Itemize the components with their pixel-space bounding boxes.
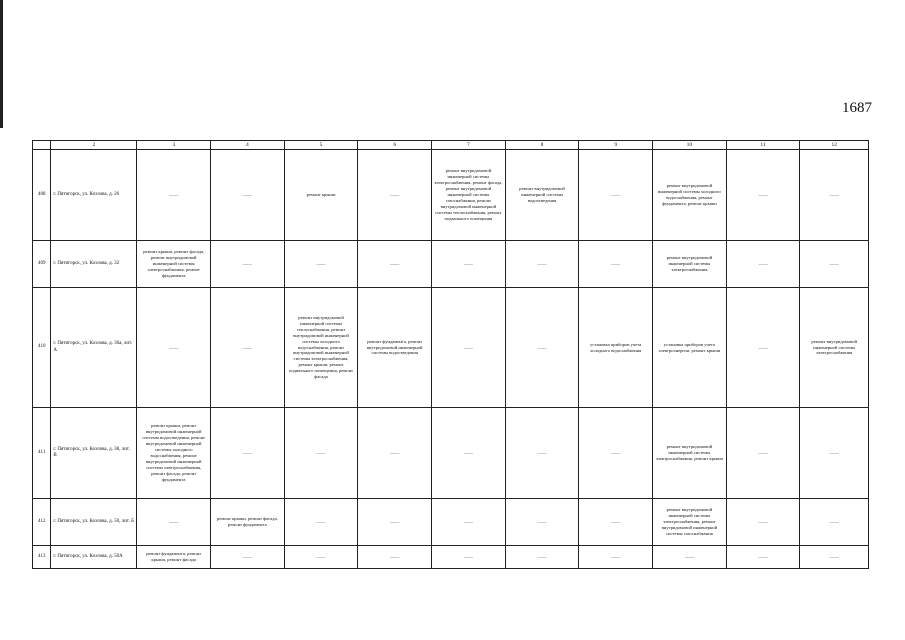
- cell-col-12: ——: [800, 499, 869, 546]
- cell-col-9: ——: [579, 241, 653, 288]
- column-header: 7: [432, 141, 506, 150]
- cell-col-5: ремонт внутридомовой инженерной системы теплоснабжения, ремонт внутридомовой инженерной системы холодного водоснабжения, ремонт внутридомовой инженерной системы электроснабжения, ремонт крыши, ремонт подвального помещения, ремонт фасада: [284, 288, 358, 408]
- cell-col-6: ——: [358, 499, 432, 546]
- cell-col-11: ——: [726, 288, 800, 408]
- cell-col-9: ——: [579, 546, 653, 569]
- cell-col-10: ремонт внутридомовой инженерной системы электроснабжения, ремонт крыши: [653, 408, 727, 499]
- cell-col-10: установка приборов учета электроэнергии, ремонт крыши: [653, 288, 727, 408]
- column-header: 6: [358, 141, 432, 150]
- column-header: 4: [211, 141, 285, 150]
- cell-col-5: ——: [284, 241, 358, 288]
- row-address: г. Пятигорск, ул. Козлова, д. 38, лит. В: [51, 408, 137, 499]
- cell-col-8: ——: [505, 288, 579, 408]
- cell-col-11: ——: [726, 150, 800, 241]
- row-address: г. Пятигорск, ул. Козлова, д. 26: [51, 150, 137, 241]
- cell-col-3: ремонт фундамента, ремонт крыши, ремонт фасада: [137, 546, 211, 569]
- column-header: 8: [505, 141, 579, 150]
- cell-col-3: ——: [137, 499, 211, 546]
- cell-col-4: ——: [211, 288, 285, 408]
- cell-col-8: ——: [505, 408, 579, 499]
- cell-col-12: ——: [800, 408, 869, 499]
- cell-col-6: ——: [358, 150, 432, 241]
- cell-col-8: ремонт внутридомовой инженерной системы водоотведения: [505, 150, 579, 241]
- cell-col-12: ——: [800, 150, 869, 241]
- cell-col-8: ——: [505, 546, 579, 569]
- cell-col-9: ——: [579, 499, 653, 546]
- cell-col-6: ——: [358, 546, 432, 569]
- cell-col-4: ——: [211, 546, 285, 569]
- column-header: 9: [579, 141, 653, 150]
- column-header: 2: [51, 141, 137, 150]
- cell-col-9: ——: [579, 150, 653, 241]
- cell-col-5: ——: [284, 499, 358, 546]
- cell-col-5: ремонт крыши: [284, 150, 358, 241]
- page-left-edge: [0, 0, 3, 128]
- cell-col-11: ——: [726, 546, 800, 569]
- cell-col-6: ——: [358, 241, 432, 288]
- cell-col-4: ремонт крыши, ремонт фасада, ремонт фундамента: [211, 499, 285, 546]
- table-row: [33, 408, 869, 499]
- column-header: [33, 141, 51, 150]
- cell-col-5: ——: [284, 408, 358, 499]
- cell-col-4: ——: [211, 408, 285, 499]
- table-row: [33, 150, 869, 241]
- row-number: 408: [33, 150, 51, 241]
- cell-col-3: ремонт крыши, ремонт фасада, ремонт внутридомовой инженерной системы электроснабжения, ремонт фундамента: [137, 241, 211, 288]
- cell-col-7: ремонт внутридомовой инженерной системы электроснабжения, ремонт фасада, ремонт внутридомовой инженерной системы газоснабжения, ремонт внутридомовой инженерной системы теплоснабжения, ремонт подвального помещения: [432, 150, 506, 241]
- cell-col-12: ремонт внутридомовой инженерной системы электроснабжения: [800, 288, 869, 408]
- cell-col-11: ——: [726, 499, 800, 546]
- cell-col-8: ——: [505, 499, 579, 546]
- cell-col-4: ——: [211, 150, 285, 241]
- row-address: г. Пятигорск, ул. Козлова, д. 50, лит. Б: [51, 499, 137, 546]
- cell-col-7: ——: [432, 408, 506, 499]
- cell-col-10: ремонт внутридомовой инженерной системы электроснабжения, ремонт внутридомовой инженерной системы газоснабжения: [653, 499, 727, 546]
- cell-col-5: ——: [284, 546, 358, 569]
- row-address: г. Пятигорск, ул. Козлова, д. 32: [51, 241, 137, 288]
- cell-col-9: установка приборов учета холодного водоснабжения: [579, 288, 653, 408]
- cell-col-7: ——: [432, 241, 506, 288]
- table-row: [33, 288, 869, 408]
- cell-col-3: ——: [137, 288, 211, 408]
- cell-col-7: ——: [432, 546, 506, 569]
- cell-col-3: ремонт крыши, ремонт внутридомовой инженерной системы водоотведения, ремонт внутридомовой инженерной системы холодного водоснабжения, ремонт внутридомовой инженерной системы электроснабжения, ремонт фасада, ремонт фундамента: [137, 408, 211, 499]
- cell-col-6: ремонт фундамента, ремонт внутридомовой инженерной системы водоотведения: [358, 288, 432, 408]
- cell-col-7: ——: [432, 499, 506, 546]
- page-number: 1687: [842, 100, 872, 116]
- cell-col-11: ——: [726, 241, 800, 288]
- cell-col-9: ——: [579, 408, 653, 499]
- row-number: 413: [33, 546, 51, 569]
- capital-repair-table: [32, 140, 869, 569]
- cell-col-10: ——: [653, 546, 727, 569]
- table-row: [33, 499, 869, 546]
- table-row: [33, 241, 869, 288]
- table-row: [33, 546, 869, 569]
- row-number: 411: [33, 408, 51, 499]
- cell-col-12: ——: [800, 241, 869, 288]
- cell-col-6: ——: [358, 408, 432, 499]
- row-number: 409: [33, 241, 51, 288]
- cell-col-10: ремонт внутридомовой инженерной системы электроснабжения: [653, 241, 727, 288]
- cell-col-4: ——: [211, 241, 285, 288]
- cell-col-11: ——: [726, 408, 800, 499]
- column-header: 12: [800, 141, 869, 150]
- column-header: 10: [653, 141, 727, 150]
- column-header: 3: [137, 141, 211, 150]
- column-number-row: [33, 141, 869, 150]
- row-address: г. Пятигорск, ул. Козлова, д. 36а, лит. А: [51, 288, 137, 408]
- cell-col-8: ——: [505, 241, 579, 288]
- row-address: г. Пятигорск, ул. Козлова, д. 50А: [51, 546, 137, 569]
- cell-col-10: ремонт внутридомовой инженерной системы холодного водоснабжения, ремонт фундамента, ремонт крыши: [653, 150, 727, 241]
- cell-col-3: ——: [137, 150, 211, 241]
- column-header: 11: [726, 141, 800, 150]
- cell-col-7: ——: [432, 288, 506, 408]
- row-number: 412: [33, 499, 51, 546]
- cell-col-12: ——: [800, 546, 869, 569]
- row-number: 410: [33, 288, 51, 408]
- column-header: 5: [284, 141, 358, 150]
